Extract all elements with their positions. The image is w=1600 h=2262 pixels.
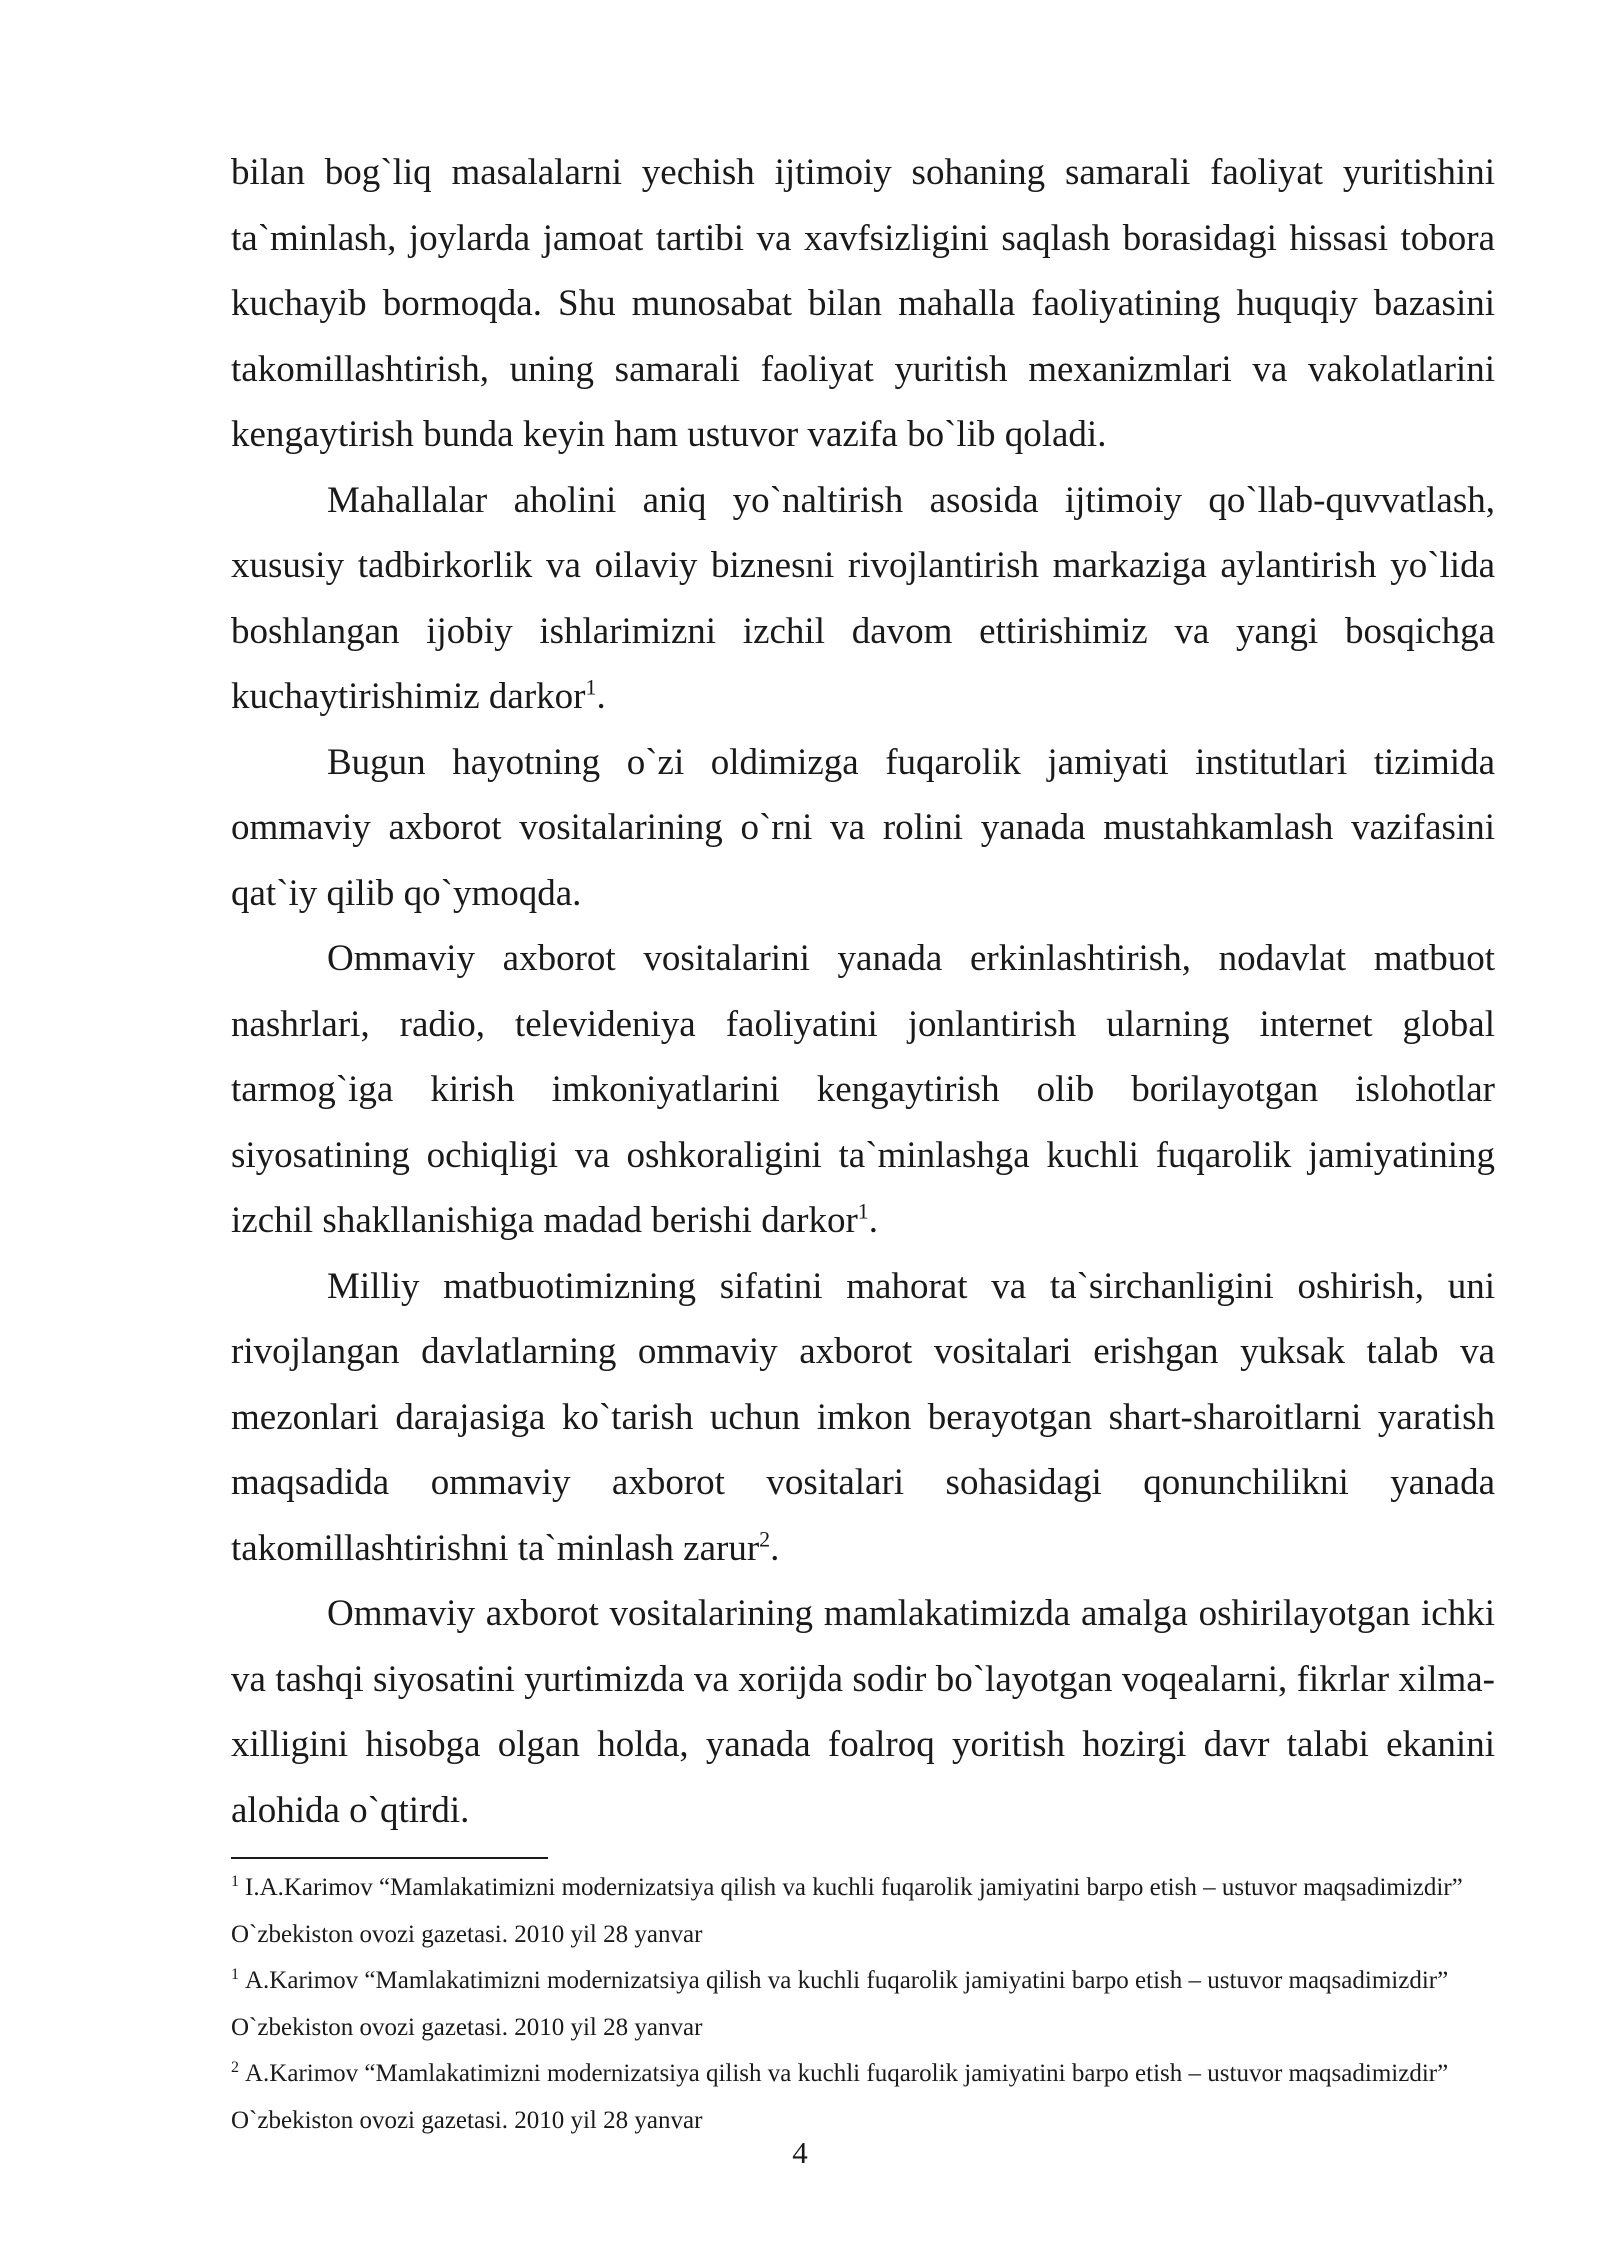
paragraph-end: . [868, 1200, 879, 1241]
footnote-reference[interactable]: 1 [857, 1198, 869, 1224]
paragraph-text: Ommaviy axborot vositalarining mamlakatimizda amalga oshirilayotgan ichki va tashqi siyosatini yurtimizda va xorijda sodir bo`layotgan voqealarni, fikrlar xilma-xilligini hisobga olgan holda, yanada foalroq yoritish hozirgi davr talabi ekanini alohida o`qtirdi. [231, 1593, 1495, 1831]
footnote-3 [231, 2051, 1495, 2144]
page-number: 4 [792, 2135, 808, 2170]
footnote-reference[interactable]: 2 [759, 1526, 771, 1552]
paragraph-text: Bugun hayotning o`zi oldimizga fuqarolik jamiyati institutlari tizimida ommaviy axborot vositalarining o`rni va rolini yanada mustahkamlash vazifasini qat`iy qilib qo`ymoqda. [231, 741, 1495, 914]
paragraph-text: Milliy matbuotimizning sifatini mahorat va ta`sirchanligini oshirish, uni rivojlangan davlatlarning ommaviy axborot vositalari erishgan yuksak talab va mezonlari darajasiga ko`tarish uchun imkon berayotgan shart-sharoitlarni yaratish maqsadida ommaviy axborot vositalari sohasidagi qonunchilikni yanada takomillashtirishni ta`minlash zarur [231, 1265, 1495, 1569]
paragraph-end: . [596, 676, 606, 717]
footnote-text: A.Karimov “Mamlakatimizni modernizatsiya qilish va kuchli fuqarolik jamiyatini barpo etish – ustuvor maqsadimizdir” O`zbekiston ovozi gazetasi. 2010 yil 28 yanvar [231, 2060, 1449, 2134]
paragraph-end: . [770, 1527, 780, 1569]
footnote-mark: 1 [231, 1872, 239, 1890]
footnote-1 [231, 1865, 1495, 1958]
footnote-reference[interactable]: 1 [585, 674, 597, 700]
paragraph-text: Mahallalar aholini aniq yo`naltirish asosida ijtimoiy qo`llab-quvvatlash, xususiy tadbirkorlik va oilaviy biznesni rivojlantirish markaziga aylantirish yo`lida boshlangan ijobiy ishlarimizni izchil davom ettirishimiz va yangi bosqichga kuchaytirishimiz darkor [231, 479, 1495, 717]
paragraph-3 [231, 730, 1495, 927]
footnote-text: I.A.Karimov “Mamlakatimizni modernizatsiya qilish va kuchli fuqarolik jamiyatini barpo etish – ustuvor maqsadimizdir” O`zbekiston ovozi gazetasi. 2010 yil 28 yanvar [231, 1874, 1463, 1948]
document-page [231, 140, 1495, 2144]
paragraph-1 [231, 140, 1495, 468]
paragraph-4 [231, 926, 1495, 1254]
footnote-mark: 2 [231, 2058, 239, 2076]
paragraph-2 [231, 468, 1495, 730]
paragraph-6 [231, 1581, 1495, 1843]
footnote-2 [231, 1958, 1495, 2051]
paragraph-text: bilan bog`liq masalalarni yechish ijtimoiy sohaning samarali faoliyat yuritishini ta`minlash, joylarda jamoat tartibi va xavfsizligini saqlash borasidagi hissasi tobora kuchayib bormoqda. Shu munosabat bilan mahalla faoliyatining huquqiy bazasini takomillashtirish, uning samarali faoliyat yuritish mexanizmlari va vakolatlarini kengaytirish bunda keyin ham ustuvor vazifa bo`lib qoladi. [231, 152, 1495, 455]
paragraph-5 [231, 1254, 1495, 1582]
footnote-text: A.Karimov “Mamlakatimizni modernizatsiya qilish va kuchli fuqarolik jamiyatini barpo etish – ustuvor maqsadimizdir” O`zbekiston ovozi gazetasi. 2010 yil 28 yanvar [231, 1967, 1449, 2041]
footnote-separator [231, 1857, 548, 1859]
paragraph-text: Ommaviy axborot vositalarini yanada erkinlashtirish, nodavlat matbuot nashrlari, radio, televideniya faoliyatini jonlantirish ularning internet global tarmog`iga kirish imkoniyatlarini kengaytirish olib borilayotgan islohotlar siyosatining ochiqligi va oshkoraligini ta`minlashga kuchli fuqarolik jamiyatining izchil shakllanishiga madad berishi darkor [231, 938, 1495, 1241]
footnote-mark: 1 [231, 1965, 239, 1983]
